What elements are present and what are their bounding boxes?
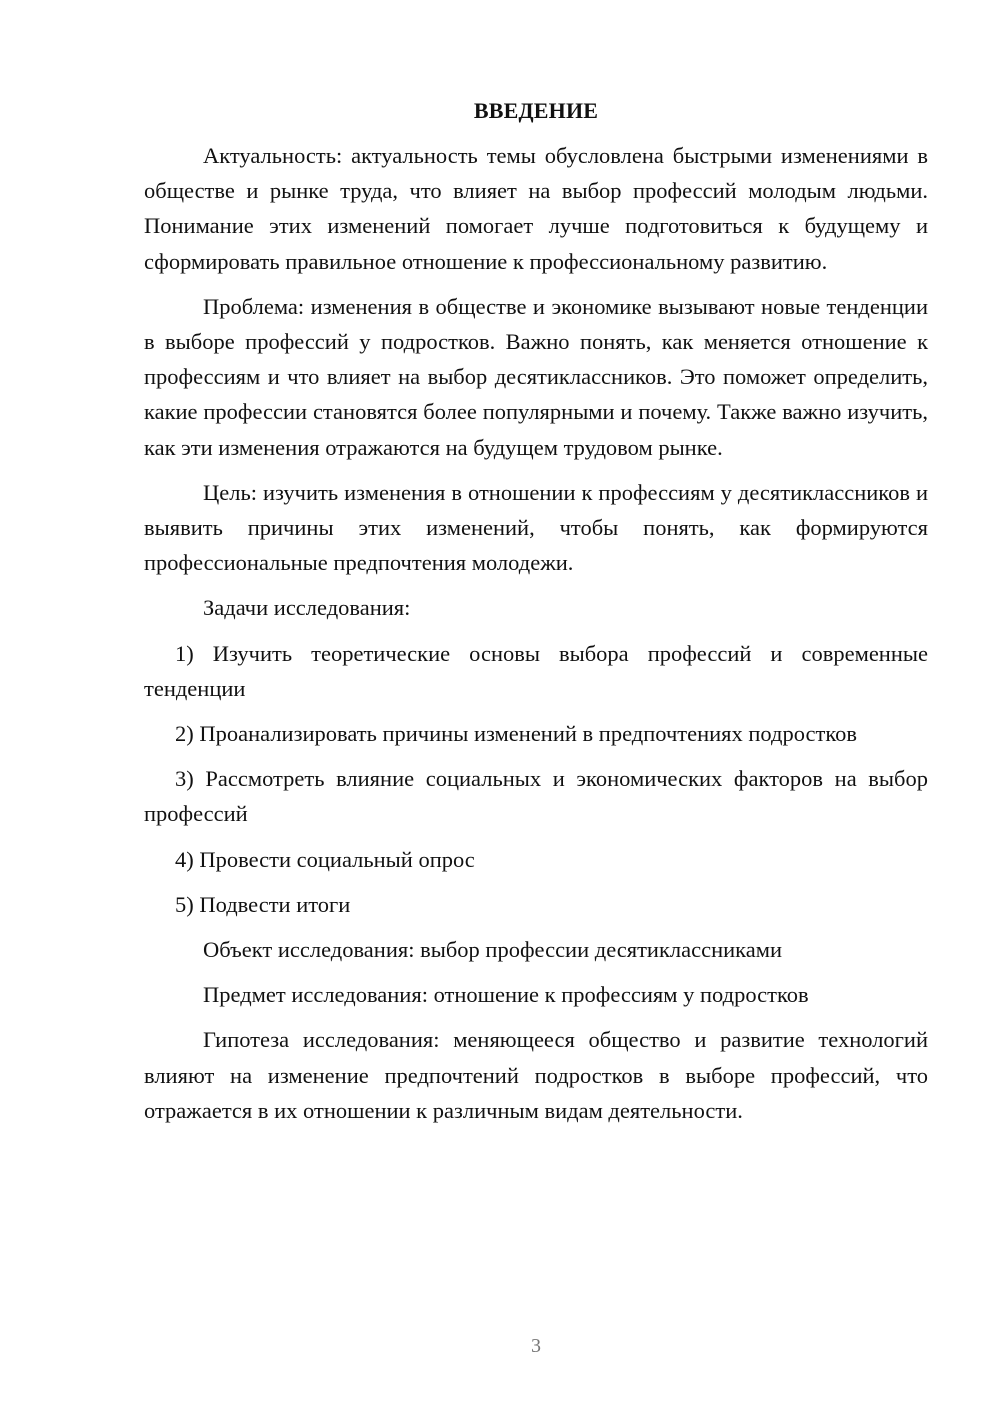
task-item-2: 2) Проанализировать причины изменений в предпочтениях подростков: [175, 721, 858, 747]
task-item-5: 5) Подвести итоги: [175, 891, 351, 917]
task-item-4: 4) Провести социальный опрос: [175, 846, 475, 872]
section-title: ВВЕДЕНИЕ: [473, 98, 599, 123]
paragraph-relevance: Актуальность: актуальность темы обусловлена быстрыми изменениями в обществе и рынке труда, что влияет на выбор профессий молодым людьми. Понимание этих изменений помогает лучше подготовиться к будущему и сформировать правильное отношение к профессиональному развитию.: [144, 143, 928, 274]
paragraph-subject: Предмет исследования: отношение к профессиям у подростков: [203, 982, 809, 1008]
task-item-3: 3) Рассмотреть влияние социальных и экономических факторов на выбор профессий: [144, 766, 928, 827]
document-body: [144, 95, 928, 1138]
paragraph-object: Объект исследования: выбор профессии десятиклассниками: [203, 937, 783, 963]
task-item-1: 1) Изучить теоретические основы выбора профессий и современные тенденции: [144, 640, 928, 701]
tasks-heading: Задачи исследования:: [203, 595, 411, 621]
page-number: 3: [531, 1335, 541, 1357]
paragraph-problem: Проблема: изменения в обществе и экономике вызывают новые тенденции в выборе профессий у подростков. Важно понять, как меняется отношение к профессиям и что влияет на выбор десятиклассников. Это поможет определить, какие профессии становятся более популярными и почему. Также важно изучить, как эти изменения отражаются на будущем трудовом рынке.: [144, 293, 928, 460]
paragraph-goal: Цель: изучить изменения в отношении к профессиям у десятиклассников и выявить причины этих изменений, чтобы понять, как формируются профессиональные предпочтения молодежи.: [144, 479, 928, 576]
paragraph-hypothesis: Гипотеза исследования: меняющееся общество и развитие технологий влияют на изменение предпочтений подростков в выборе профессий, что отражается в их отношении к различным видам деятельности.: [144, 1027, 928, 1123]
